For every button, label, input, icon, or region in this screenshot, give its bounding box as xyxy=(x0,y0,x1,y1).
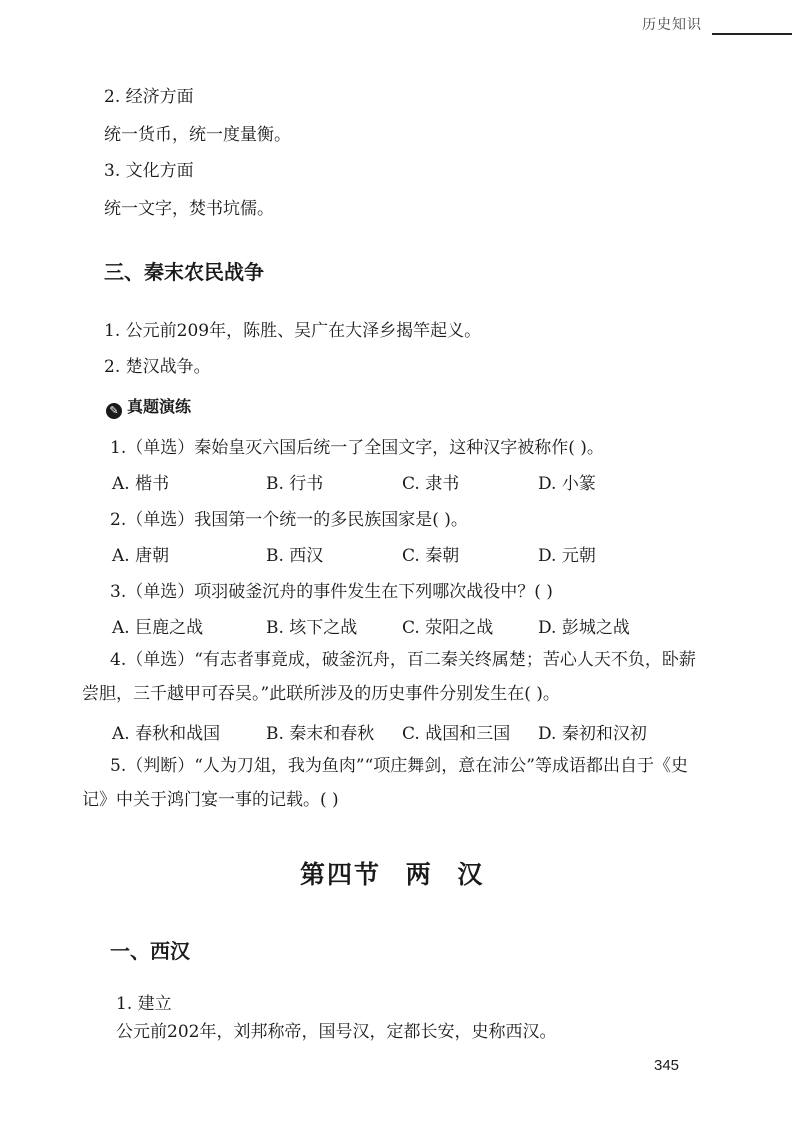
question-3-option-c: C. 荥阳之战 xyxy=(402,618,494,638)
culture-text: 统一文字，焚书坑儒。 xyxy=(104,199,274,219)
question-3-option-a: A. 巨鹿之战 xyxy=(112,618,204,638)
question-4-option-a: A. 春秋和战国 xyxy=(112,724,221,744)
practice-heading xyxy=(106,394,191,419)
question-3-stem: 3.（单选）项羽破釜沉舟的事件发生在下列哪次战役中？( ) xyxy=(110,582,553,602)
question-1-option-b: B. 行书 xyxy=(266,474,324,494)
founding-text: 公元前202年，刘邦称帝，国号汉，定都长安，史称西汉。 xyxy=(116,1022,557,1042)
culture-heading: 3. 文化方面 xyxy=(104,161,194,181)
question-3-option-d: D. 彭城之战 xyxy=(538,618,630,638)
section-three-heading: 三、秦末农民战争 xyxy=(104,260,264,284)
question-1-stem: 1.（单选）秦始皇灭六国后统一了全国文字，这种汉字被称作( )。 xyxy=(110,438,604,458)
question-4-stem: 4.（单选）“有志者事竟成，破釜沉舟，百二秦关终属楚；苦心人天不负，卧薪尝胆，三千越甲可吞吴。”此联所涉及的历史事件分别发生在( )。 xyxy=(82,650,696,704)
question-2-stem: 2.（单选）我国第一个统一的多民族国家是( )。 xyxy=(110,510,468,530)
question-3-option-b: B. 垓下之战 xyxy=(266,618,358,638)
chapter-title: 第四节 两 汉 xyxy=(300,860,485,889)
question-1-option-c: C. 隶书 xyxy=(402,474,460,494)
section-three-item-1: 1. 公元前209年，陈胜、吴广在大泽乡揭竿起义。 xyxy=(104,321,482,341)
page-number: 345 xyxy=(654,1057,680,1074)
pen-icon: ✎ xyxy=(106,403,122,419)
practice-title: 真题演练 xyxy=(127,397,192,416)
section-four-sub-heading: 一、西汉 xyxy=(110,939,190,963)
question-1-option-a: A. 楷书 xyxy=(112,474,170,494)
question-4-option-b: B. 秦末和春秋 xyxy=(266,724,375,744)
header-rule xyxy=(712,33,792,35)
running-header: 历史知识 xyxy=(642,17,702,33)
founding-heading: 1. 建立 xyxy=(116,994,172,1014)
econ-text: 统一货币，统一度量衡。 xyxy=(104,125,291,145)
question-2-option-c: C. 秦朝 xyxy=(402,546,460,566)
question-2-option-d: D. 元朝 xyxy=(538,546,596,566)
question-2-option-b: B. 西汉 xyxy=(266,546,324,566)
question-5-stem: 5.（判断）“人为刀俎，我为鱼肉”“项庄舞剑，意在沛公”等成语都出自于《史记》中关于鸿门宴一事的记载。( ) xyxy=(82,756,688,810)
question-4-option-c: C. 战国和三国 xyxy=(402,724,511,744)
question-4-option-d: D. 秦初和汉初 xyxy=(538,724,647,744)
question-1-option-d: D. 小篆 xyxy=(538,474,596,494)
section-three-item-2: 2. 楚汉战争。 xyxy=(104,357,211,377)
econ-heading: 2. 经济方面 xyxy=(104,87,194,107)
question-2-option-a: A. 唐朝 xyxy=(112,546,170,566)
